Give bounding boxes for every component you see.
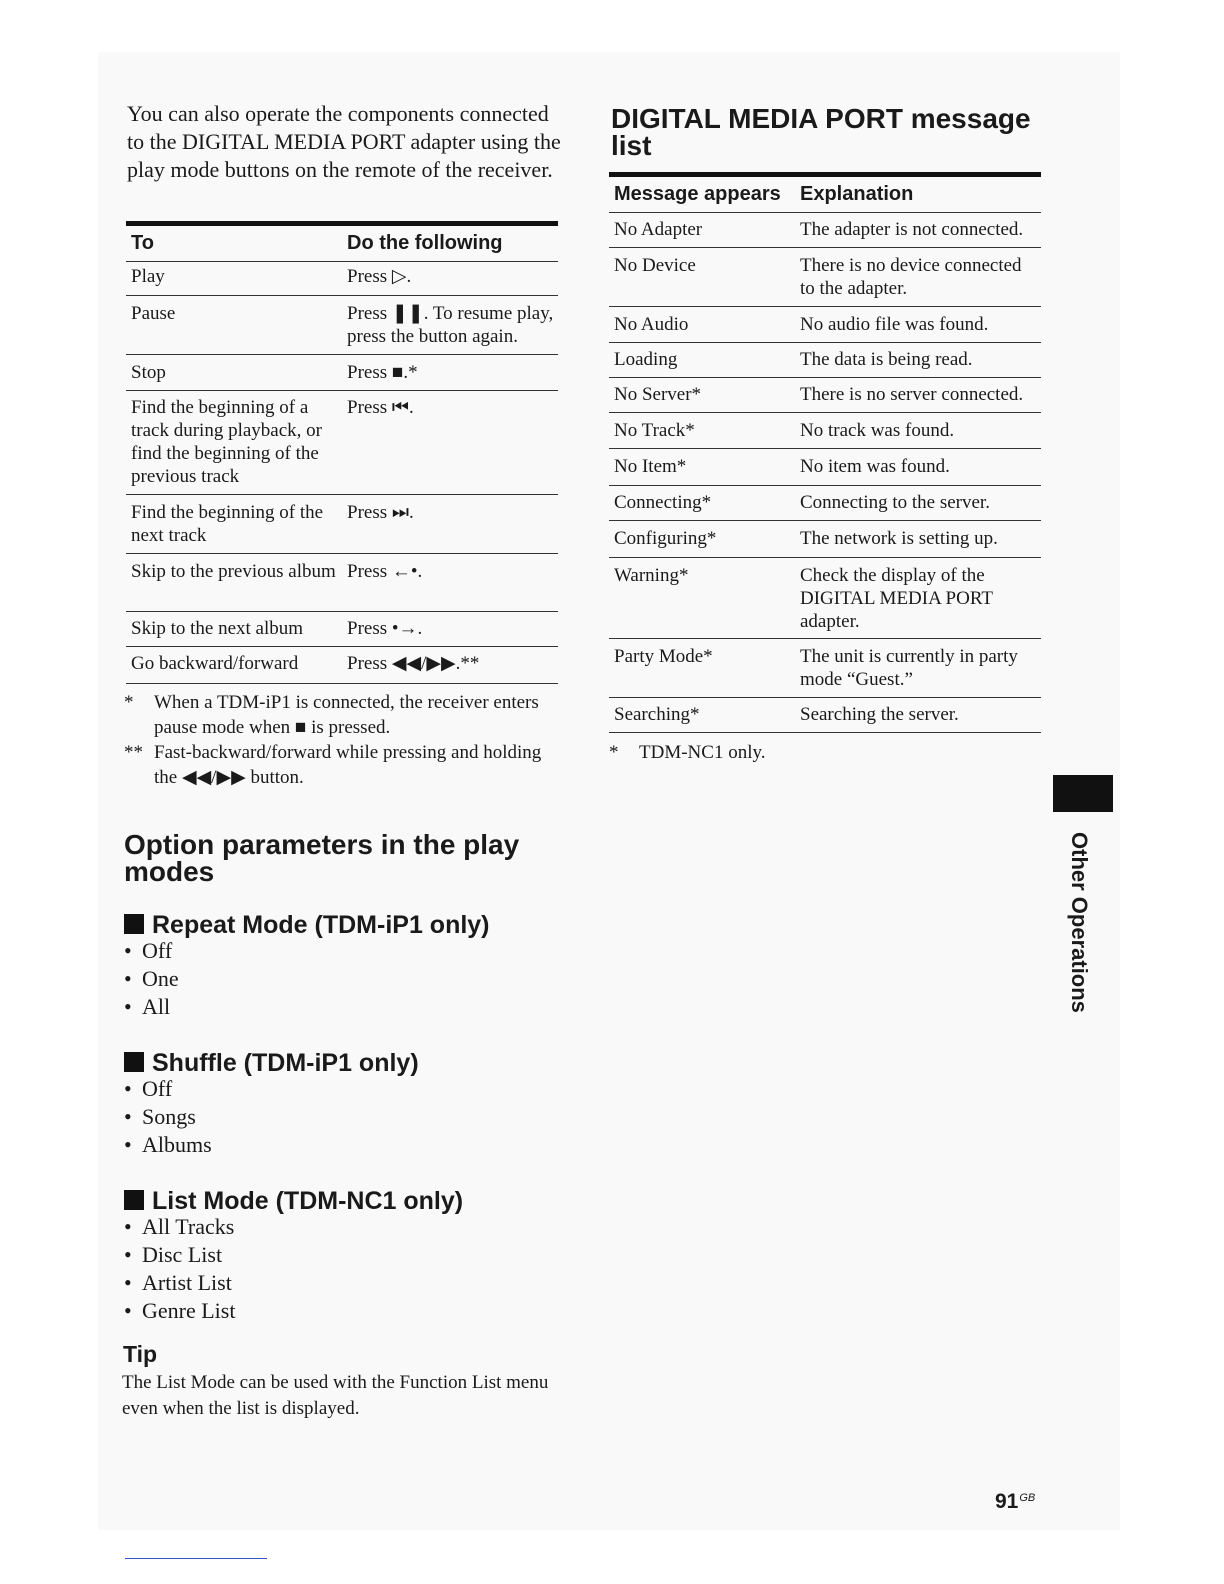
footer-divider: [125, 1558, 267, 1559]
row-message: No Item*: [614, 456, 687, 477]
row-explanation: The data is being read.: [800, 349, 973, 370]
row-to: Find the beginning of the next track: [131, 502, 324, 546]
page-number: [995, 1490, 1035, 1514]
row-explanation: No track was found.: [800, 420, 955, 441]
row-explanation: There is no server connected.: [800, 384, 1024, 405]
page-number-suffix: GB: [1019, 1492, 1036, 1504]
footnote-text: Fast-backward/forward while pressing and holding the ◀◀/▶▶ button.: [154, 742, 542, 788]
heading-text: List Mode (TDM-NC1 only): [152, 1187, 464, 1215]
side-tab-label: Other Operations: [1067, 832, 1092, 1013]
list-item: • Songs: [124, 1103, 212, 1131]
control-table: [126, 221, 558, 684]
row-do: Press ▷.: [347, 266, 412, 287]
side-tab-marker: [1053, 775, 1113, 812]
message-section-title: DIGITAL MEDIA PORT message list: [611, 103, 1031, 161]
table-row: [609, 698, 1041, 733]
row-message: No Track*: [614, 420, 695, 441]
row-explanation: Check the display of the DIGITAL MEDIA PORT adapter.: [800, 565, 993, 632]
header-do-the-following: Do the following: [347, 232, 503, 254]
row-message: Connecting*: [614, 492, 712, 513]
square-bullet-icon: [124, 1190, 144, 1210]
table-row: [126, 262, 558, 296]
row-explanation: The unit is currently in party mode “Guest.”: [800, 646, 1018, 690]
row-to: Stop: [131, 362, 166, 383]
table-row: [609, 378, 1041, 413]
row-explanation: There is no device connected to the adapter.: [800, 255, 1022, 299]
row-message: No Device: [614, 255, 696, 276]
list-item: • Artist List: [124, 1269, 235, 1297]
message-table-header: [609, 172, 1041, 213]
row-to: Go backward/forward: [131, 653, 299, 674]
row-to: Skip to the previous album: [131, 561, 336, 582]
row-message: No Audio: [614, 314, 689, 335]
table-row: [609, 413, 1041, 449]
header-explanation: Explanation: [800, 183, 914, 205]
repeat-mode-options: [124, 937, 179, 1021]
list-item: • All: [124, 993, 179, 1021]
table-row: [126, 554, 558, 612]
row-message: Loading: [614, 349, 678, 370]
repeat-mode-heading: [124, 911, 490, 939]
header-to: To: [131, 232, 154, 254]
list-mode-heading: [124, 1187, 463, 1215]
square-bullet-icon: [124, 1052, 144, 1072]
table-row: [126, 647, 558, 684]
table-row: [609, 486, 1041, 521]
row-to: Find the beginning of a track during playback, or find the beginning of the previous track: [131, 397, 322, 487]
row-message: Configuring*: [614, 528, 717, 549]
row-explanation: Connecting to the server.: [800, 492, 990, 513]
table-row: [126, 391, 558, 495]
list-item: • One: [124, 965, 179, 993]
square-bullet-icon: [124, 914, 144, 934]
table-row: [609, 449, 1041, 486]
row-do: Press ❚❚. To resume play, press the button again.: [347, 303, 554, 347]
control-table-header: [126, 221, 558, 262]
tip-title: Tip: [123, 1341, 158, 1367]
footnote: [609, 740, 1039, 765]
row-do: Press ⏭.: [347, 502, 414, 523]
list-item: • Off: [124, 1075, 212, 1103]
row-message: No Adapter: [614, 219, 703, 240]
shuffle-heading: [124, 1049, 419, 1077]
list-item: • Off: [124, 937, 179, 965]
row-to: Pause: [131, 303, 176, 324]
footnote: [124, 740, 564, 790]
heading-text: Repeat Mode (TDM-iP1 only): [152, 911, 490, 939]
footnote-mark: *: [609, 742, 619, 763]
page-number-value: 91: [995, 1490, 1019, 1513]
row-explanation: No audio file was found.: [800, 314, 989, 335]
row-to: Play: [131, 266, 165, 287]
row-explanation: No item was found.: [800, 456, 950, 477]
footnote: [124, 690, 564, 740]
table-row: [609, 558, 1041, 639]
row-message: Searching*: [614, 704, 700, 725]
table-row: [609, 307, 1041, 343]
table-row: [609, 343, 1041, 378]
table-row: [126, 296, 558, 355]
list-mode-options: [124, 1213, 235, 1325]
row-explanation: The adapter is not connected.: [800, 219, 1024, 240]
intro-paragraph: You can also operate the components connected to the DIGITAL MEDIA PORT adapter using the play mode buttons on the remote of the receiver.: [127, 101, 561, 182]
footnote-text: When a TDM-iP1 is connected, the receiver enters pause mode when ■ is pressed.: [154, 692, 539, 738]
table-row: [609, 639, 1041, 698]
list-item: • All Tracks: [124, 1213, 235, 1241]
table-row: [609, 248, 1041, 307]
tip-text: The List Mode can be used with the Function List menu even when the list is displayed.: [122, 1372, 549, 1419]
table-row: [126, 612, 558, 647]
row-explanation: Searching the server.: [800, 704, 959, 725]
heading-text: Shuffle (TDM-iP1 only): [152, 1049, 419, 1077]
list-item: • Genre List: [124, 1297, 235, 1325]
option-section-title: Option parameters in the play modes: [124, 829, 520, 887]
row-do: Press ←•.: [347, 561, 423, 582]
row-do: Press •→.: [347, 618, 423, 639]
row-do: Press ⏮.: [347, 397, 414, 418]
row-do: Press ◀◀/▶▶.**: [347, 653, 480, 674]
shuffle-options: [124, 1075, 212, 1159]
table-row: [609, 521, 1041, 558]
message-table: [609, 172, 1041, 733]
row-message: Party Mode*: [614, 646, 713, 667]
message-table-note: [609, 740, 1039, 765]
row-message: Warning*: [614, 565, 689, 586]
row-explanation: The network is setting up.: [800, 528, 998, 549]
list-item: • Disc List: [124, 1241, 235, 1269]
table-row: [126, 355, 558, 391]
control-table-notes: [124, 690, 564, 790]
table-row: [609, 213, 1041, 248]
table-row: [126, 495, 558, 554]
list-item: • Albums: [124, 1131, 212, 1159]
footnote-text: TDM-NC1 only.: [639, 742, 766, 763]
header-message-appears: Message appears: [614, 183, 781, 205]
row-to: Skip to the next album: [131, 618, 304, 639]
footnote-mark: *: [124, 692, 134, 713]
row-message: No Server*: [614, 384, 702, 405]
row-do: Press ■.*: [347, 362, 418, 383]
footnote-mark: **: [124, 742, 143, 763]
